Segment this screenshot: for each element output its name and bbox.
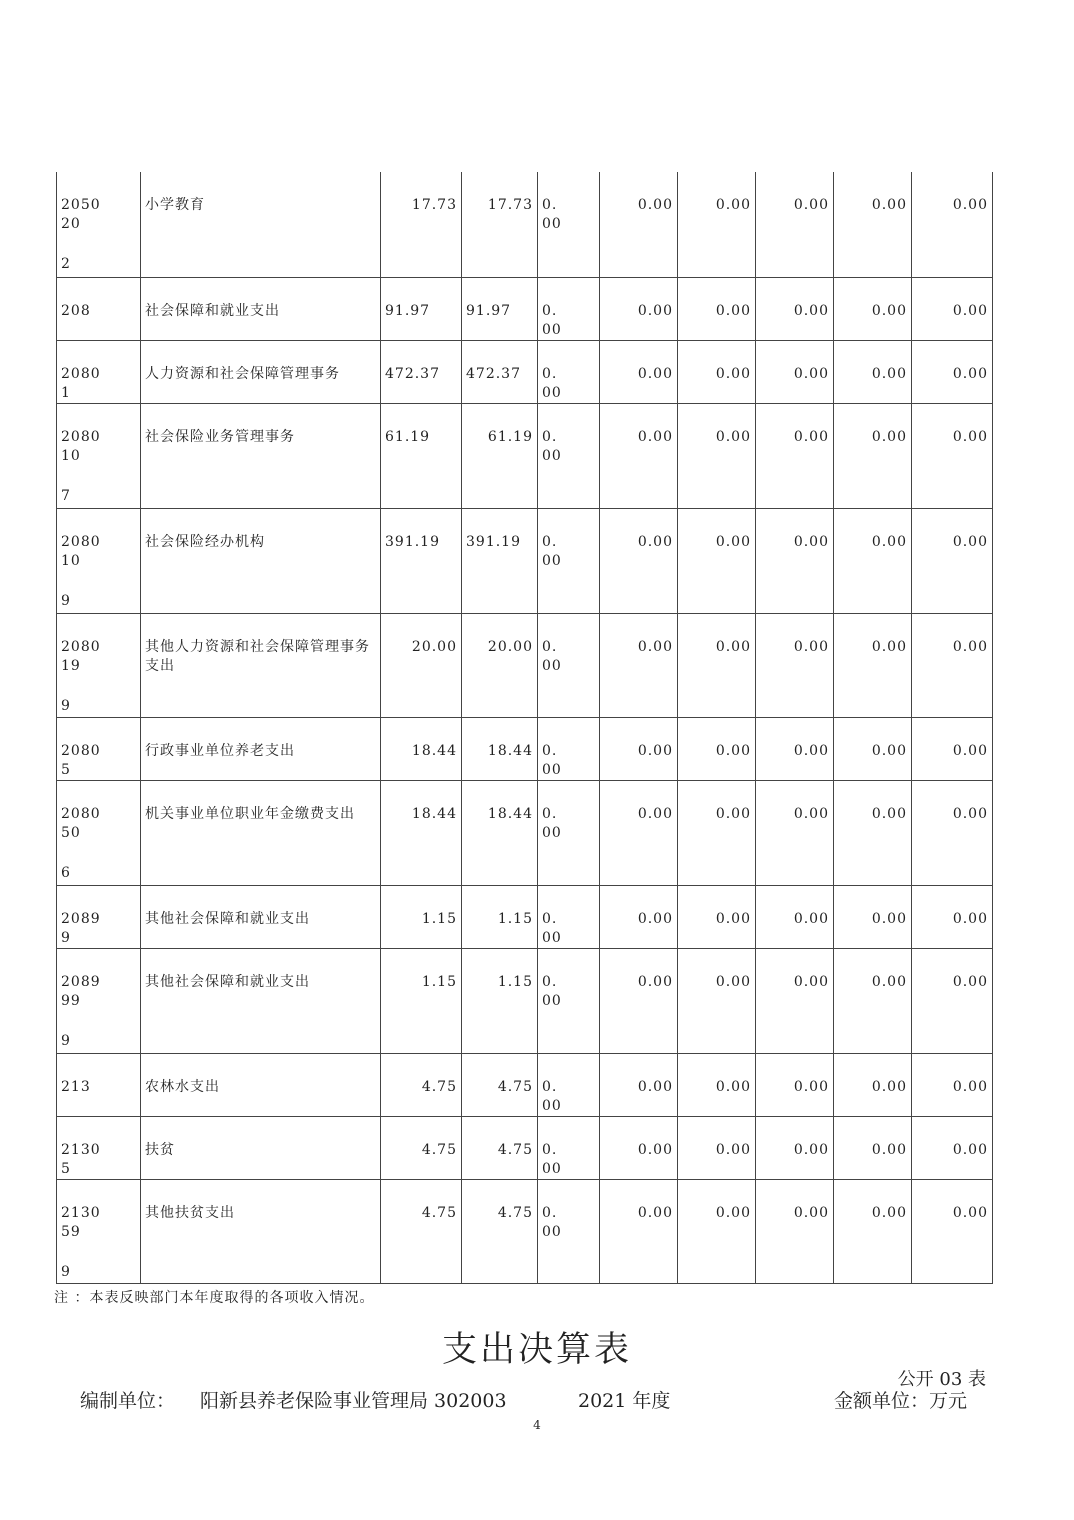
row-code: [57, 717, 141, 780]
row-project: [538, 403, 600, 508]
row-value: 0.00: [678, 1116, 756, 1179]
row-value: 0.00: [834, 340, 912, 403]
row-value: 0.00: [834, 172, 912, 277]
row-value: 0.00: [600, 717, 678, 780]
table-row: [57, 948, 993, 1053]
code-text: 208050: [61, 805, 101, 841]
unit-label: 编制单位：: [80, 1390, 176, 1412]
code-text: 208: [61, 302, 91, 319]
project-text: 0.00: [542, 910, 562, 946]
code-text: 20801: [61, 365, 101, 401]
project-text: 0.00: [542, 302, 562, 338]
row-value: 0.00: [678, 340, 756, 403]
row-basic: 91.97: [462, 277, 538, 340]
code-suffix: 9: [61, 1263, 71, 1280]
row-name: 其他扶贫支出: [141, 1179, 381, 1283]
row-basic: 1.15: [462, 885, 538, 948]
row-value: 0.00: [600, 948, 678, 1053]
row-project: [538, 948, 600, 1053]
row-value: 0.00: [834, 1116, 912, 1179]
row-value: 0.00: [912, 948, 993, 1053]
page-number: 4: [533, 1418, 541, 1432]
row-project: [538, 1116, 600, 1179]
row-value: 0.00: [834, 1053, 912, 1116]
row-code: [57, 403, 141, 508]
row-code: [57, 1053, 141, 1116]
row-name: 社会保障和就业支出: [141, 277, 381, 340]
row-total: 18.44: [381, 717, 462, 780]
table-note: 注 ：本表反映部门本年度取得的各项收入情况。: [54, 1290, 375, 1306]
row-basic: 18.44: [462, 780, 538, 885]
row-basic: 18.44: [462, 717, 538, 780]
row-project: [538, 340, 600, 403]
table-row: [57, 1116, 993, 1179]
row-value: 0.00: [600, 885, 678, 948]
row-total: 18.44: [381, 780, 462, 885]
row-value: 0.00: [912, 403, 993, 508]
table-row: [57, 403, 993, 508]
row-code: [57, 948, 141, 1053]
row-value: 0.00: [678, 780, 756, 885]
project-text: 0.00: [542, 742, 562, 778]
project-text: 0.00: [542, 428, 562, 464]
code-text: 208999: [61, 973, 101, 1009]
row-project: [538, 172, 600, 277]
row-value: 0.00: [600, 1053, 678, 1116]
row-value: 0.00: [678, 403, 756, 508]
row-value: 0.00: [600, 1179, 678, 1283]
row-value: 0.00: [678, 277, 756, 340]
row-total: 4.75: [381, 1179, 462, 1283]
row-value: 0.00: [834, 1179, 912, 1283]
row-value: 0.00: [834, 885, 912, 948]
project-text: 0.00: [542, 197, 562, 232]
row-value: 0.00: [912, 885, 993, 948]
row-value: 0.00: [834, 613, 912, 717]
row-value: 0.00: [600, 508, 678, 613]
code-suffix: 9: [61, 592, 71, 609]
row-value: 0.00: [756, 780, 834, 885]
row-name: 社会保险业务管理事务: [141, 403, 381, 508]
code-text: 208010: [61, 533, 101, 569]
row-code: [57, 780, 141, 885]
row-value: 0.00: [912, 717, 993, 780]
row-name: 其他人力资源和社会保障管理事务支出: [141, 613, 381, 717]
row-name: 人力资源和社会保障管理事务: [141, 340, 381, 403]
row-basic: 1.15: [462, 948, 538, 1053]
row-total: 391.19: [381, 508, 462, 613]
row-project: [538, 1053, 600, 1116]
table-row: [57, 717, 993, 780]
row-value: 0.00: [912, 1053, 993, 1116]
row-name: 社会保险经办机构: [141, 508, 381, 613]
row-basic: 17.73: [462, 172, 538, 277]
row-basic: 4.75: [462, 1116, 538, 1179]
row-value: 0.00: [678, 948, 756, 1053]
row-value: 0.00: [912, 172, 993, 277]
row-value: 0.00: [678, 613, 756, 717]
row-value: 0.00: [756, 172, 834, 277]
row-value: 0.00: [600, 1116, 678, 1179]
row-total: 4.75: [381, 1116, 462, 1179]
code-text: 205020: [61, 197, 101, 232]
row-value: 0.00: [756, 948, 834, 1053]
row-basic: 20.00: [462, 613, 538, 717]
row-value: 0.00: [678, 1053, 756, 1116]
table-row: [57, 172, 993, 277]
project-text: 0.00: [542, 638, 562, 674]
row-code: [57, 1179, 141, 1283]
row-basic: 61.19: [462, 403, 538, 508]
row-value: 0.00: [756, 1053, 834, 1116]
code-suffix: 9: [61, 1032, 71, 1049]
code-text: 20805: [61, 742, 101, 778]
row-total: 91.97: [381, 277, 462, 340]
fiscal-year: 2021 年度: [578, 1390, 671, 1412]
row-value: 0.00: [678, 717, 756, 780]
row-value: 0.00: [834, 403, 912, 508]
page-title: 支出决算表: [441, 1330, 632, 1370]
row-basic: 4.75: [462, 1179, 538, 1283]
row-value: 0.00: [912, 1179, 993, 1283]
row-value: 0.00: [600, 403, 678, 508]
row-value: 0.00: [600, 340, 678, 403]
project-text: 0.00: [542, 973, 562, 1009]
row-name: 扶贫: [141, 1116, 381, 1179]
amount-unit: 金额单位：万元: [834, 1390, 968, 1412]
row-name: 小学教育: [141, 172, 381, 277]
table-row: [57, 508, 993, 613]
code-suffix: 6: [61, 864, 71, 881]
code-suffix: 7: [61, 487, 71, 504]
row-value: 0.00: [600, 277, 678, 340]
row-code: [57, 1116, 141, 1179]
row-code: [57, 613, 141, 717]
row-value: 0.00: [834, 780, 912, 885]
row-project: [538, 885, 600, 948]
row-value: 0.00: [834, 717, 912, 780]
row-total: 4.75: [381, 1053, 462, 1116]
row-name: 行政事业单位养老支出: [141, 717, 381, 780]
row-value: 0.00: [756, 613, 834, 717]
row-value: 0.00: [600, 172, 678, 277]
row-total: 1.15: [381, 948, 462, 1053]
row-value: 0.00: [678, 885, 756, 948]
row-project: [538, 508, 600, 613]
row-project: [538, 613, 600, 717]
row-name: 农林水支出: [141, 1053, 381, 1116]
row-value: 0.00: [912, 613, 993, 717]
code-suffix: 2: [61, 256, 71, 272]
table-row: [57, 1179, 993, 1283]
row-project: [538, 277, 600, 340]
row-value: 0.00: [756, 885, 834, 948]
row-value: 0.00: [756, 508, 834, 613]
table-tagline: 公开 03 表: [897, 1369, 986, 1390]
row-code: [57, 340, 141, 403]
code-suffix: 9: [61, 697, 71, 714]
project-text: 0.00: [542, 533, 562, 569]
row-value: 0.00: [756, 1116, 834, 1179]
row-value: 0.00: [912, 780, 993, 885]
code-text: 208019: [61, 638, 101, 674]
row-code: [57, 172, 141, 277]
table-row: [57, 277, 993, 340]
table-row: [57, 780, 993, 885]
row-value: 0.00: [600, 613, 678, 717]
row-project: [538, 780, 600, 885]
row-value: 0.00: [756, 717, 834, 780]
code-text: 208010: [61, 428, 101, 464]
project-text: 0.00: [542, 805, 562, 841]
row-value: 0.00: [834, 277, 912, 340]
table-row: [57, 1053, 993, 1116]
row-value: 0.00: [756, 277, 834, 340]
row-code: [57, 508, 141, 613]
row-total: 20.00: [381, 613, 462, 717]
row-value: 0.00: [834, 508, 912, 613]
expense-table: [56, 172, 993, 1284]
row-name: 其他社会保障和就业支出: [141, 885, 381, 948]
row-value: 0.00: [678, 1179, 756, 1283]
row-total: 17.73: [381, 172, 462, 277]
row-project: [538, 717, 600, 780]
table-row: [57, 885, 993, 948]
code-text: 21305: [61, 1141, 101, 1177]
row-name: 机关事业单位职业年金缴费支出: [141, 780, 381, 885]
row-total: 472.37: [381, 340, 462, 403]
project-text: 0.00: [542, 365, 562, 401]
row-value: 0.00: [756, 1179, 834, 1283]
row-name: 其他社会保障和就业支出: [141, 948, 381, 1053]
row-total: 1.15: [381, 885, 462, 948]
row-basic: 4.75: [462, 1053, 538, 1116]
row-value: 0.00: [834, 948, 912, 1053]
row-value: 0.00: [912, 508, 993, 613]
project-text: 0.00: [542, 1141, 562, 1177]
unit-name: 阳新县养老保险事业管理局 302003: [200, 1390, 507, 1412]
row-value: 0.00: [678, 172, 756, 277]
row-code: [57, 277, 141, 340]
code-text: 213: [61, 1078, 91, 1095]
row-code: [57, 885, 141, 948]
row-value: 0.00: [756, 340, 834, 403]
row-total: 61.19: [381, 403, 462, 508]
code-text: 20899: [61, 910, 101, 946]
project-text: 0.00: [542, 1078, 562, 1114]
row-value: 0.00: [600, 780, 678, 885]
row-value: 0.00: [678, 508, 756, 613]
row-value: 0.00: [912, 1116, 993, 1179]
row-value: 0.00: [912, 340, 993, 403]
table-row: [57, 613, 993, 717]
row-basic: 472.37: [462, 340, 538, 403]
table-row: [57, 340, 993, 403]
code-text: 213059: [61, 1204, 101, 1240]
row-value: 0.00: [912, 277, 993, 340]
row-basic: 391.19: [462, 508, 538, 613]
project-text: 0.00: [542, 1204, 562, 1240]
row-project: [538, 1179, 600, 1283]
row-value: 0.00: [756, 403, 834, 508]
